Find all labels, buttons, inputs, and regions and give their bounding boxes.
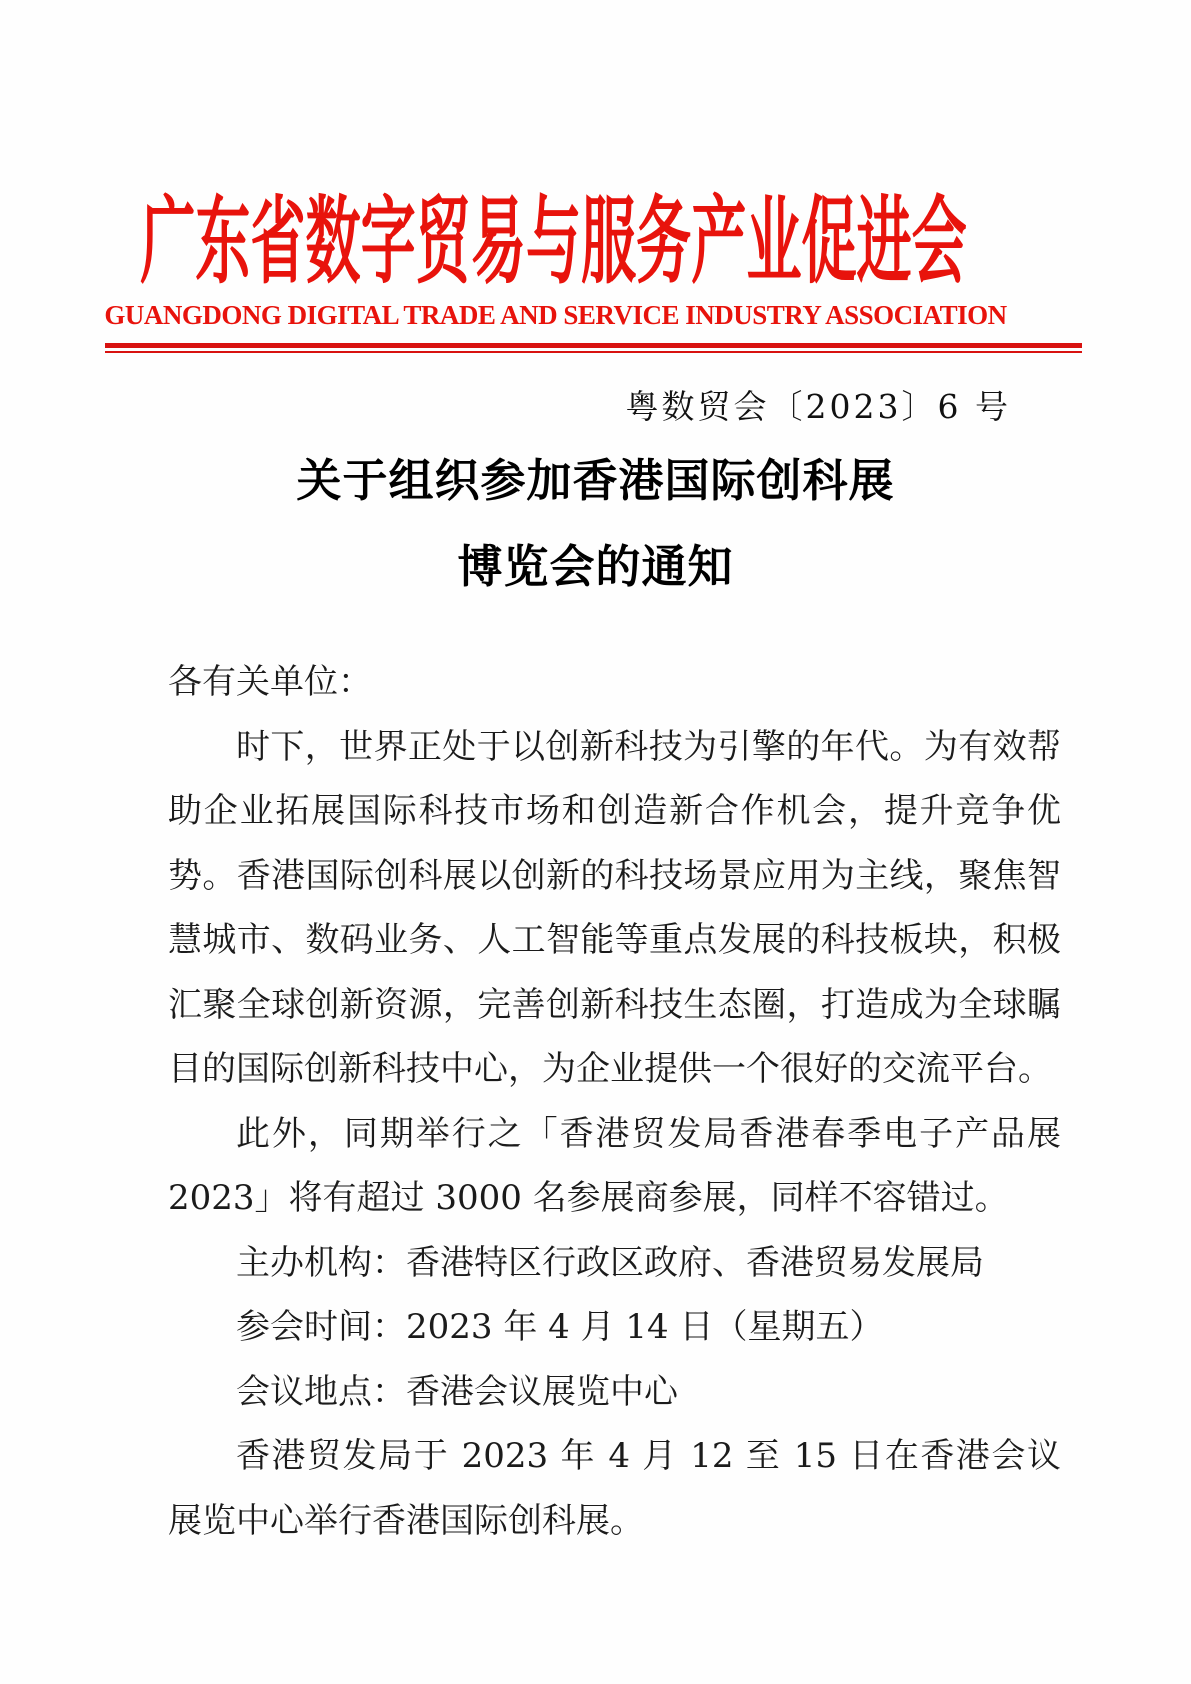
notice-body xyxy=(168,650,1061,1553)
line-organizer: 主办机构：香港特区行政区政府、香港贸易发展局 xyxy=(236,1242,984,1283)
divider-thin-line xyxy=(105,351,1082,353)
salutation: 各有关单位： xyxy=(168,662,372,703)
paragraph-electronics-fair: 此外，同期举行之「香港贸发局香港春季电子产品展 2023」将有超过 3000 名参展商参展，同样不容错过。 xyxy=(168,1113,1061,1219)
org-name-chinese: 广东省数字贸易与服务产业促进会 xyxy=(140,186,967,297)
line-meeting-time: 参会时间：2023 年 4 月 14 日（星期五） xyxy=(236,1307,884,1348)
line-meeting-venue: 会议地点：香港会议展览中心 xyxy=(236,1371,678,1412)
document-number: 粤数贸会〔2023〕6 号 xyxy=(625,387,1011,427)
paragraph-intro: 时下，世界正处于以创新科技为引擎的年代。为有效帮助企业拓展国际科技市场和创造新合作机会，提升竞争优势。香港国际创科展以创新的科技场景应用为主线，聚焦智慧城市、数码业务、人工智能等重点发展的科技板块，积极汇聚全球创新资源，完善创新科技生态圈，打造成为全球瞩目的国际创新科技中心，为企业提供一个很好的交流平台。 xyxy=(168,726,1061,1090)
notice-title-line1: 关于组织参加香港国际创科展 xyxy=(296,454,895,508)
notice-title-line2: 博览会的通知 xyxy=(457,540,734,594)
paragraph-hktdc-dates: 香港贸发局于 2023 年 4 月 12 至 15 日在香港会议展览中心举行香港国际创科展。 xyxy=(168,1436,1061,1541)
letterhead xyxy=(0,0,1191,331)
notice-title xyxy=(0,438,1191,610)
org-name-english: GUANGDONG DIGITAL TRADE AND SERVICE INDUSTRY ASSOCIATION xyxy=(104,300,1007,331)
letterhead-divider-rule xyxy=(105,343,1082,353)
